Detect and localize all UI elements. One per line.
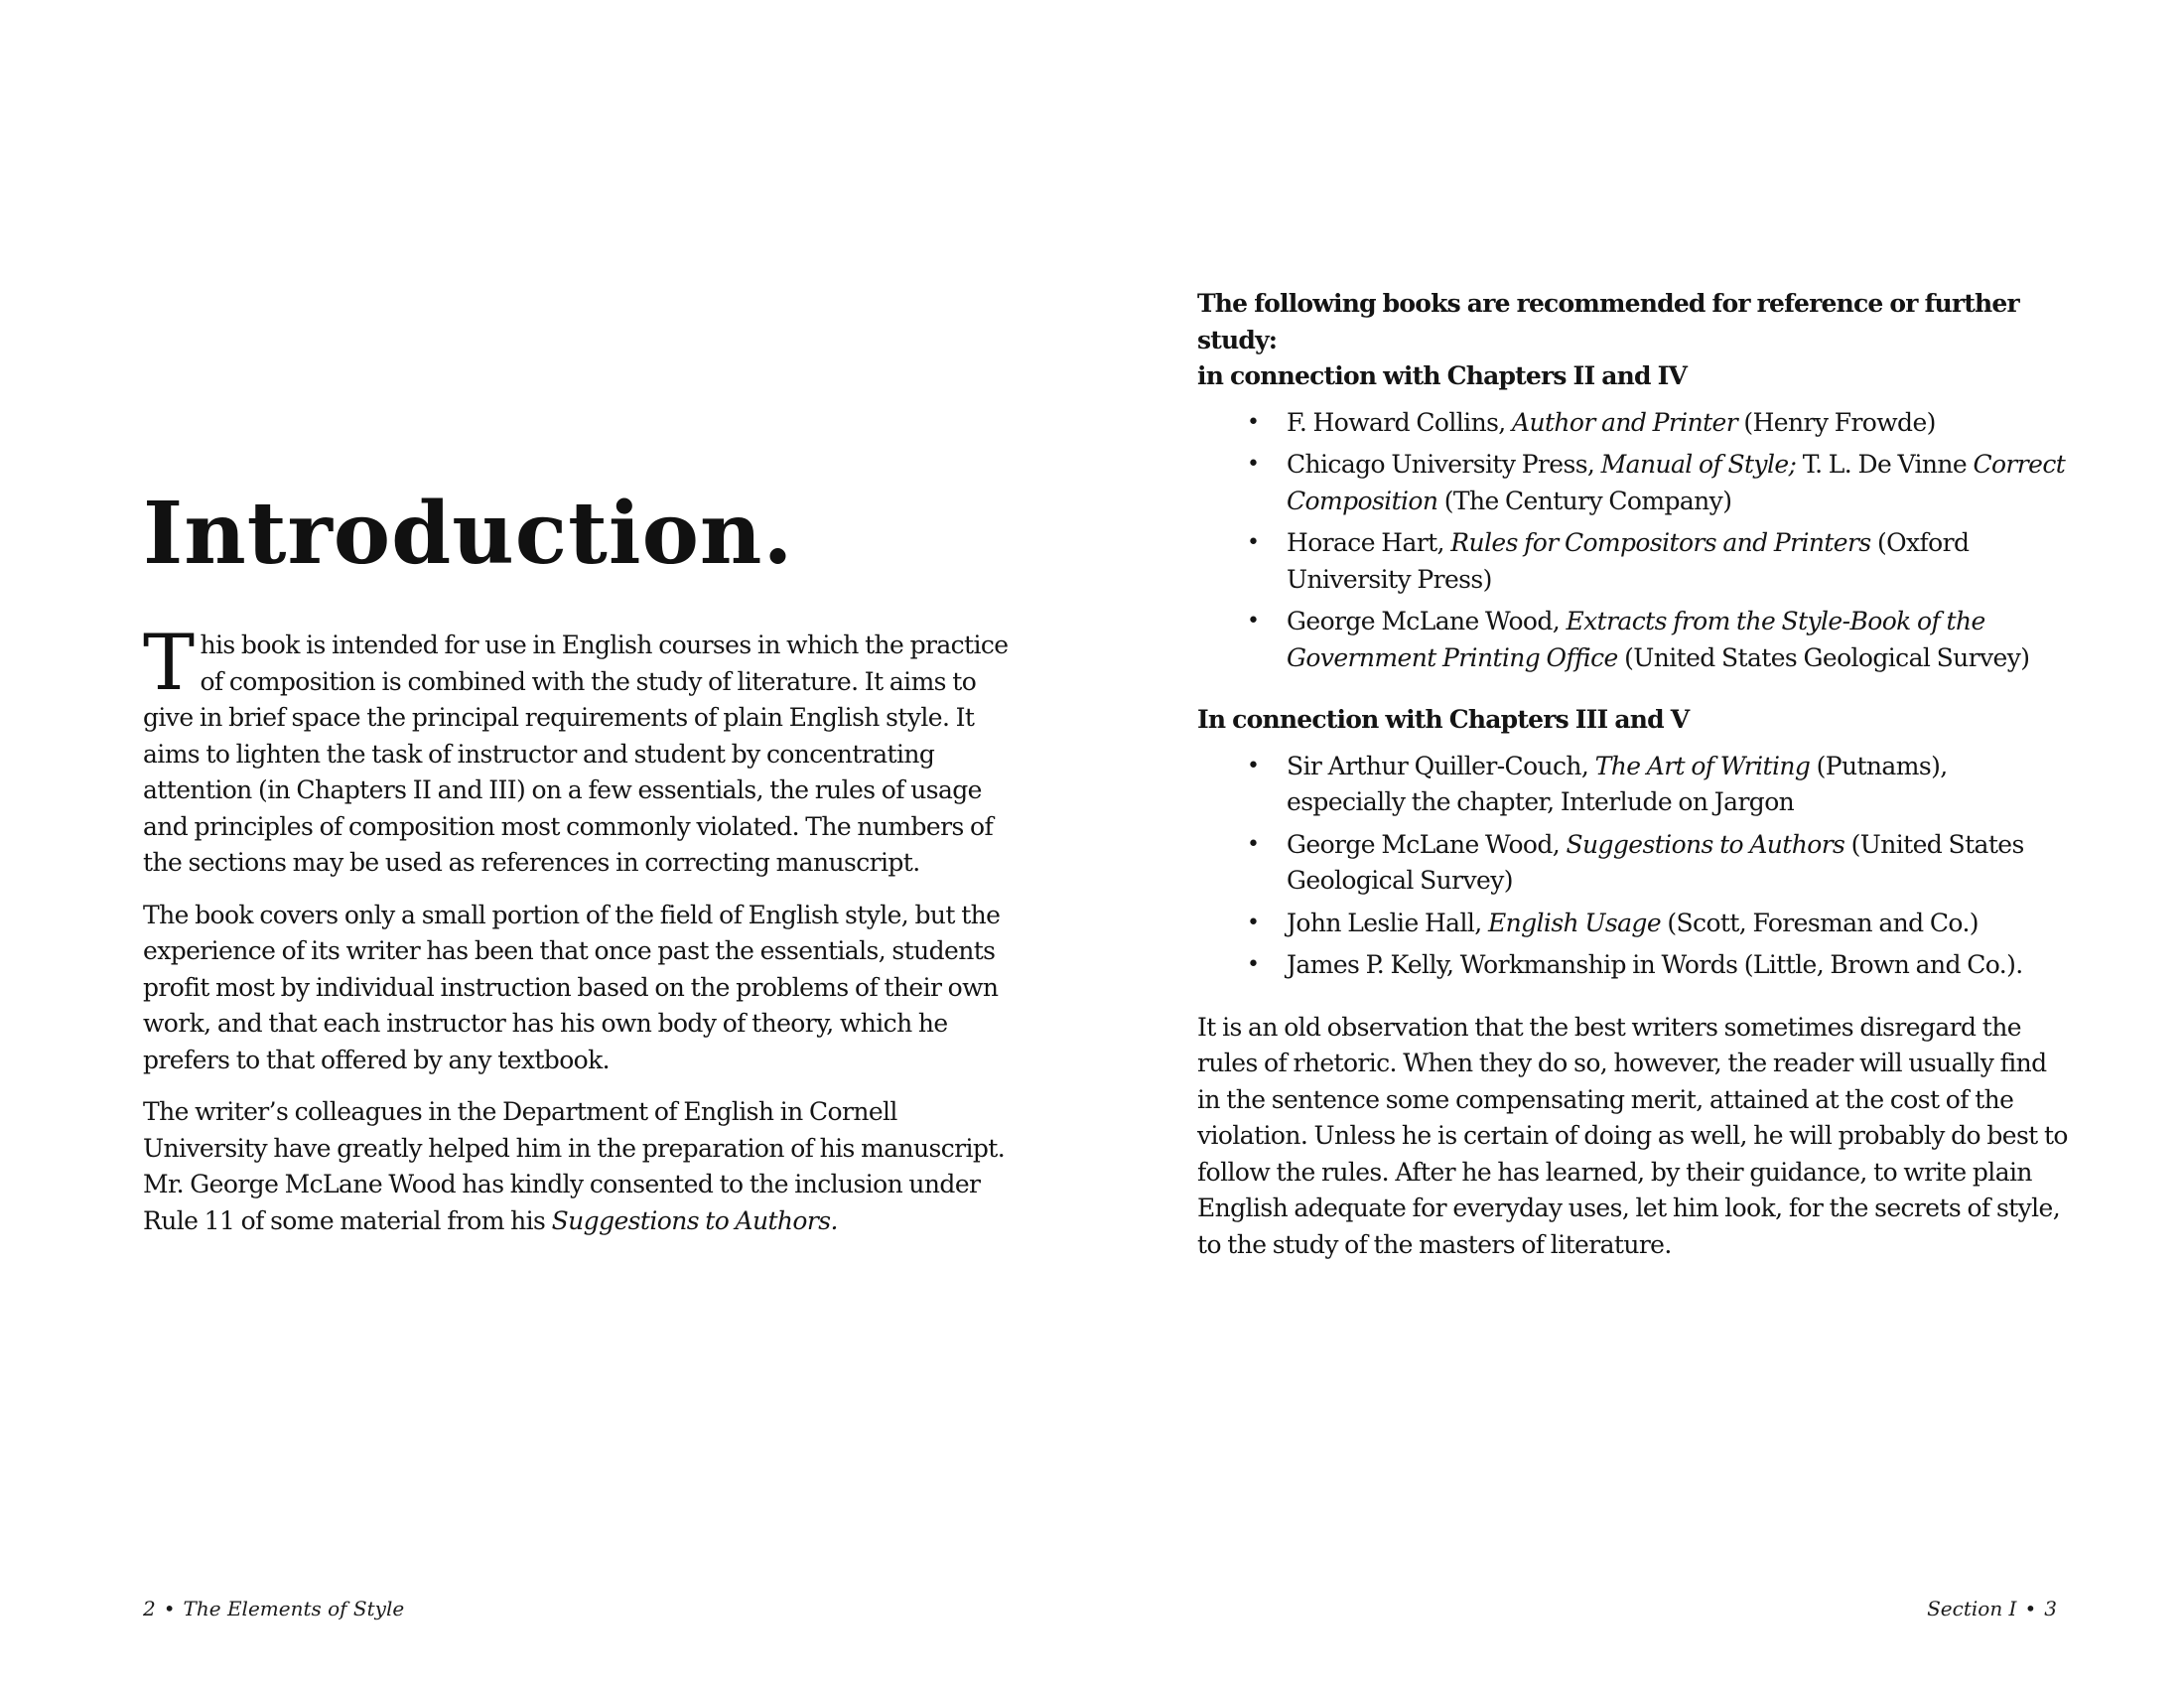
bullet-icon: •: [1247, 409, 1260, 435]
bullet-icon: •: [1247, 753, 1260, 778]
recommended-books: [1197, 286, 2071, 1279]
recommended-heading-2: In connection with Chapters III and V: [1197, 705, 1690, 734]
list-item: • James P. Kelly, Workmanship in Words (Little, Brown and Co.).: [1197, 947, 2071, 984]
left-page-number: 2: [143, 1597, 156, 1620]
right-page-number: 3: [2044, 1597, 2057, 1620]
footer-section-label: Section I: [1927, 1597, 2017, 1620]
intro-paragraph-3: [143, 1094, 1009, 1239]
footer-book-title: The Elements of Style: [183, 1597, 405, 1620]
intro-paragraph-1: [143, 619, 1009, 882]
list-item: • George McLane Wood, Extracts from the Style-Book of the Government Printing Office (United States Geological Survey): [1197, 604, 2071, 676]
book-list-chapters-2-4: [1197, 405, 2071, 677]
book-list-chapters-3-5: [1197, 749, 2071, 984]
list-item: • John Leslie Hall, English Usage (Scott, Foresman and Co.): [1197, 906, 2071, 942]
bullet-icon: •: [1247, 530, 1260, 555]
recommended-heading-1: [1197, 286, 2071, 395]
bullet-icon: •: [1247, 952, 1260, 977]
right-page-footer: [1927, 1595, 2057, 1622]
right-page: [1092, 0, 2184, 1688]
footer-bullet-separator: •: [2024, 1597, 2037, 1620]
page-title: Introduction.: [143, 484, 794, 584]
intro-paragraph-2: The book covers only a small portion of the field of English style, but the experience of its writer has been that once past the essentials, students profit most by individual instruction based on the problems of their own work, and that each instructor has his own body of theory, which he prefers to that offered by any textbook.: [143, 900, 1001, 1074]
list-item: • Sir Arthur Quiller-Couch, The Art of Writing (Putnams), especially the chapter, Interlude on Jargon: [1197, 749, 2071, 821]
list-item: • Chicago University Press, Manual of Style; T. L. De Vinne Correct Composition (The Century Company): [1197, 447, 2071, 519]
left-page-footer: [143, 1595, 404, 1622]
closing-paragraph: It is an old observation that the best writers sometimes disregard the rules of rhetoric. When they do so, however, the reader will usually find in the sentence some compensating merit, attained at the cost of the violation. Unless he is certain of doing as well, he will probably do best to follow the rules. After he has learned, by their guidance, to write plain English adequate for everyday uses, let him look, for the secrets of style, to the study of the masters of literature.: [1197, 1012, 2068, 1259]
bullet-icon: •: [1247, 452, 1260, 477]
drop-cap: T: [143, 619, 195, 708]
bullet-icon: •: [1247, 609, 1260, 633]
introduction-body: [143, 619, 1009, 1255]
list-item: • Horace Hart, Rules for Compositors and Printers (Oxford University Press): [1197, 525, 2071, 598]
bullet-icon: •: [1247, 831, 1260, 857]
list-item: • George McLane Wood, Suggestions to Authors (United States Geological Survey): [1197, 827, 2071, 900]
footer-bullet-separator: •: [163, 1597, 176, 1620]
list-item: • F. Howard Collins, Author and Printer (Henry Frowde): [1197, 405, 2071, 442]
recommended-heading-line-2: in connection with Chapters II and IV: [1197, 361, 1688, 390]
intro-paragraph-1-text: his book is intended for use in English courses in which the practice of composition is combined with the study of literature. It aims to give in brief space the principal requirements of plain English style. It aims to lighten the task of instructor and student by concentrating attention (in Chapters II and III) on a few essentials, the rules of usage and principles of composition most commonly violated. The numbers of the sections may be used as references in correcting manuscript.: [143, 631, 1009, 877]
recommended-heading-line-1: The following books are recommended for reference or further study:: [1197, 289, 2019, 354]
bullet-icon: •: [1247, 910, 1260, 935]
intro-paragraph-3-italic: Suggestions to Authors.: [551, 1205, 838, 1235]
intro-paragraph-3-text: The writer’s colleagues in the Department of English in Cornell University have greatly helped him in the preparation of his manuscript. Mr. George McLane Wood has kindly consented to the inclusion under Rule 11 of some material from his: [143, 1097, 1006, 1235]
